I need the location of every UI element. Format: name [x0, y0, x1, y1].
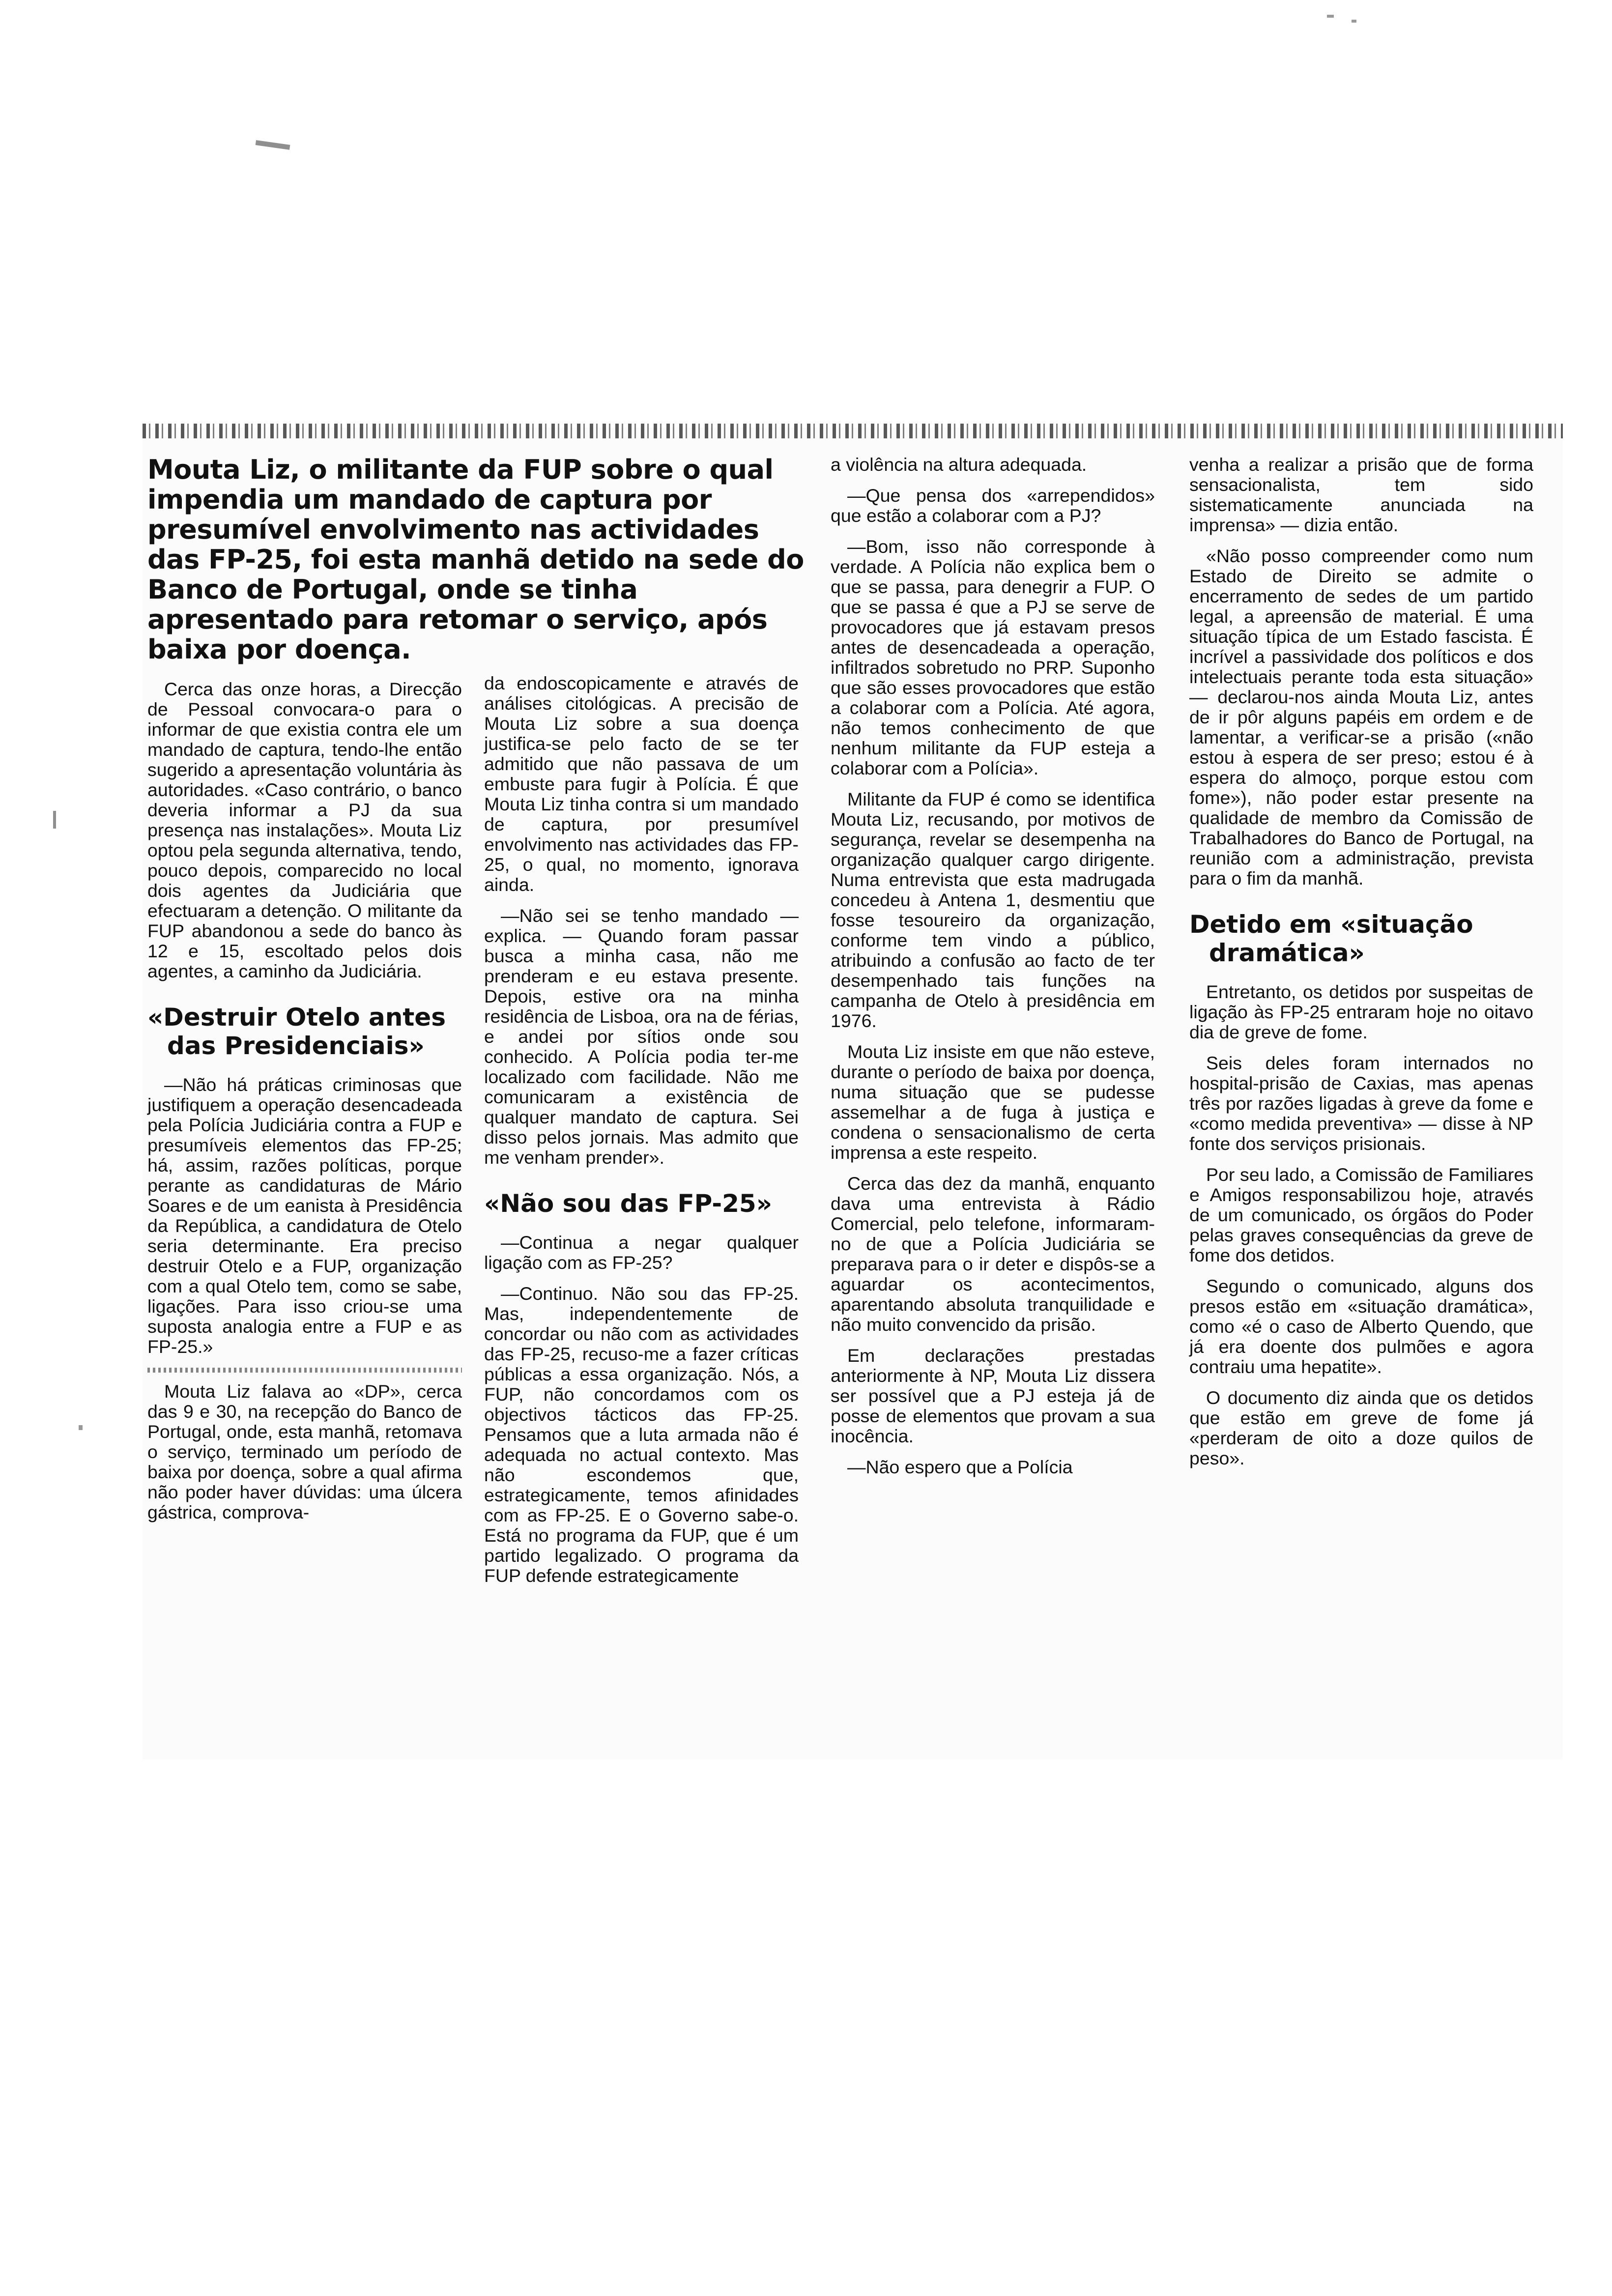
paragraph: —Continua a negar qualquer ligação com as FP-25?: [484, 1232, 799, 1273]
subheading-destruir-otelo: [147, 1003, 462, 1060]
paragraph: da endoscopicamente e através de análises citológicas. A precisão de Mouta Liz sobre a sua doença justifica-se pelo facto de se ter admitido que não passava de um embuste para fugir à Polícia. É que Mouta Liz tinha contra si um mandado de captura, por presumível envolvimento nas actividades das FP-25, o qual, no momento, ignorava ainda.: [484, 673, 799, 895]
paragraph: Entretanto, os detidos por suspeitas de ligação às FP-25 entraram hoje no oitavo dia de greve de fome.: [1189, 981, 1533, 1042]
headline: Mouta Liz, o militante da FUP sobre o qual impendia um mandado de captura por presumível envolvimento nas actividades das FP-25, foi esta manhã detido na sede do Banco de Portugal, onde se tinha apresentado para retomar o serviço, após baixa por doença.: [147, 454, 804, 665]
paragraph: Mouta Liz falava ao «DP», cerca das 9 e 30, na recepção do Banco de Portugal, onde, esta manhã, retomava o serviço, terminado um período de baixa por doença, sobre a qual afirma não poder haver dúvidas: uma úlcera gástrica, comprova-: [147, 1381, 462, 1522]
newspaper-clipping: [143, 428, 1563, 1759]
paragraph: Em declarações prestadas anteriormente à NP, Mouta Liz dissera ser possível que a PJ esteja já de posse de elementos que provam a sua inocência.: [831, 1345, 1155, 1446]
paragraph: —Bom, isso não corresponde à verdade. A Polícia não explica bem o que se passa, para denegrir a FUP. O que se passa é que a PJ se serve de provocadores que já estavam presos antes de desencadeada a operação, infiltrados sobretudo no PRP. Suponho que são esses provocadores que estão a colaborar com a Polícia. Até agora, não temos conhecimento de que nenhum militante da FUP esteja a colaborar com a Polícia».: [831, 536, 1155, 778]
paragraph: «Não posso compreender como num Estado de Direito se admite o encerramento de sedes de um partido legal, a apreensão de material. É uma situação típica de um Estado fascista. É incrível a passividade dos políticos e dos intelectuais perante toda esta situação» — declarou-nos ainda Mouta Liz, antes de ir pôr alguns papéis em ordem e de lamentar, a verificar-se a prisão («não estou à espera de ser preso; estou é à espera do almoço, porque estou com fome»), não poder estar presente na qualidade de membro da Comissão de Trabalhadores do Banco de Portugal, na reunião com a administração, prevista para o fim da manhã.: [1189, 545, 1533, 889]
subheading-detido-em-situacao-dramatica: [1189, 910, 1533, 967]
paragraph: Cerca das onze horas, a Direcção de Pessoal convocara-o para o informar de que existia contra ele um mandado de captura, tendo-lhe então sugerido a apresentação voluntária às autoridades. «Caso contrário, o banco deveria informar a PJ da sua presença nas instalações». Mouta Liz optou pela segunda alternativa, tendo, pouco depois, comparecido no local dois agentes da Judiciária que efectuaram a detenção. O militante da FUP abandonou a sede do banco às 12 e 15, escoltado pelos dois agentes, a caminho da Judiciária.: [147, 679, 462, 981]
article-column-4: [1189, 455, 1533, 1479]
paragraph: —Não há práticas criminosas que justifiquem a operação desencadeada pela Polícia Judiciária contra a FUP e presumíveis elementos das FP-25; há, assim, razões políticas, porque perante as candidaturas de Mário Soares e de um eanista à Presidência da República, a candidatura de Otelo seria determinante. Era preciso destruir Otelo e a FUP, organização com a qual Otelo tem, como se sabe, ligações. Para isso criou-se uma suposta analogia entre a FUP e as FP-25.»: [147, 1074, 462, 1357]
paragraph: Segundo o comunicado, alguns dos presos estão em «situação dramática», como «é o caso de Alberto Quendo, que já era doente dos pulmões e agora contraiu uma hepatite».: [1189, 1276, 1533, 1377]
scan-speck: [1352, 20, 1356, 23]
paragraph: a violência na altura adequada.: [831, 454, 1087, 475]
subheading-nao-sou-das-fp25: «Não sou das FP-25»: [484, 1189, 773, 1218]
paragraph: —Não espero que a Polícia: [847, 1457, 1073, 1477]
paragraph: Seis deles foram internados no hospital-prisão de Caxias, mas apenas três por razões ligadas à greve da fome e «como medida preventiva» — disse à NP fonte dos serviços prisionais.: [1189, 1053, 1533, 1154]
article-column-2: [484, 673, 799, 1597]
scan-speck: [79, 1425, 83, 1430]
paragraph: Militante da FUP é como se identifica Mouta Liz, recusando, por motivos de segurança, revelar se desempenha na organização qualquer cargo dirigente. Numa entrevista que esta madrugada concedeu à Antena 1, desmentiu que fosse tesoureiro da organização, conforme tem vindo a público, atribuindo a confusão ao facto de ter desempenhado tais funções na campanha de Otelo à presidência em 1976.: [831, 789, 1155, 1031]
subheading-line-1: «Destruir Otelo antes: [147, 1003, 446, 1032]
paragraph: venha a realizar a prisão que de forma sensacionalista, tem sido sistematicamente anunciada na imprensa» — dizia então.: [1189, 454, 1533, 535]
article-column-3: [831, 455, 1155, 1488]
paragraph: —Que pensa dos «arrependidos» que estão a colaborar com a PJ?: [831, 485, 1155, 526]
paragraph: —Continuo. Não sou das FP-25. Mas, independentemente de concordar ou não com as actividades das FP-25, recuso-me a fazer críticas públicas a essa organização. Nós, a FUP, não concordamos com os objectivos tácticos das FP-25. Pensamos que a luta armada não é adequada no actual contexto. Mas não escondemos que, estrategicamente, temos afinidades com as FP-25. E o Governo sabe-o. Está no programa da FUP, que é um partido legalizado. O programa da FUP defende estrategicamente: [484, 1283, 799, 1586]
paragraph: Mouta Liz insiste em que não esteve, durante o período de baixa por doença, numa situação que se pudesse assemelhar a de fuga à justiça e condena o sensacionalismo de certa imprensa a este respeito.: [831, 1041, 1155, 1163]
scan-speck: [53, 811, 56, 829]
separator: [147, 1368, 462, 1373]
paragraph: Por seu lado, a Comissão de Familiares e Amigos responsabilizou hoje, através de um comunicado, os órgãos do Poder pelas graves consequências da greve de fome dos detidos.: [1189, 1164, 1533, 1265]
subheading-line-2: das Presidenciais»: [167, 1032, 425, 1060]
paragraph: O documento diz ainda que os detidos que estão em greve de fome já «perderam de oito a doze quilos de peso».: [1189, 1387, 1533, 1468]
subheading-line-1: Detido em «situação: [1189, 910, 1473, 939]
scan-speck: [256, 140, 290, 150]
subheading-line-2: dramática»: [1209, 939, 1365, 967]
scan-speck: [1327, 15, 1334, 18]
paragraph: —Não sei se tenho mandado — explica. — Quando foram passar busca a minha casa, não me prenderam e eu estava presente. Depois, estive ora na minha residência de Lisboa, ora na de férias, e andei por sítios onde sou conhecido. A Polícia podia ter-me localizado com facilidade. Não me comunicaram a existência de qualquer mandato de captura. Sei disso pelos jornais. Mas admito que me venham prender».: [484, 905, 799, 1168]
paragraph: Cerca das dez da manhã, enquanto dava uma entrevista à Rádio Comercial, pelo telefone, informaram-no de que a Polícia Judiciária se preparava para o ir deter e dispôs-se a aguardar os acontecimentos, aparentando absoluta tranquilidade e não muito convencido da prisão.: [831, 1173, 1155, 1335]
